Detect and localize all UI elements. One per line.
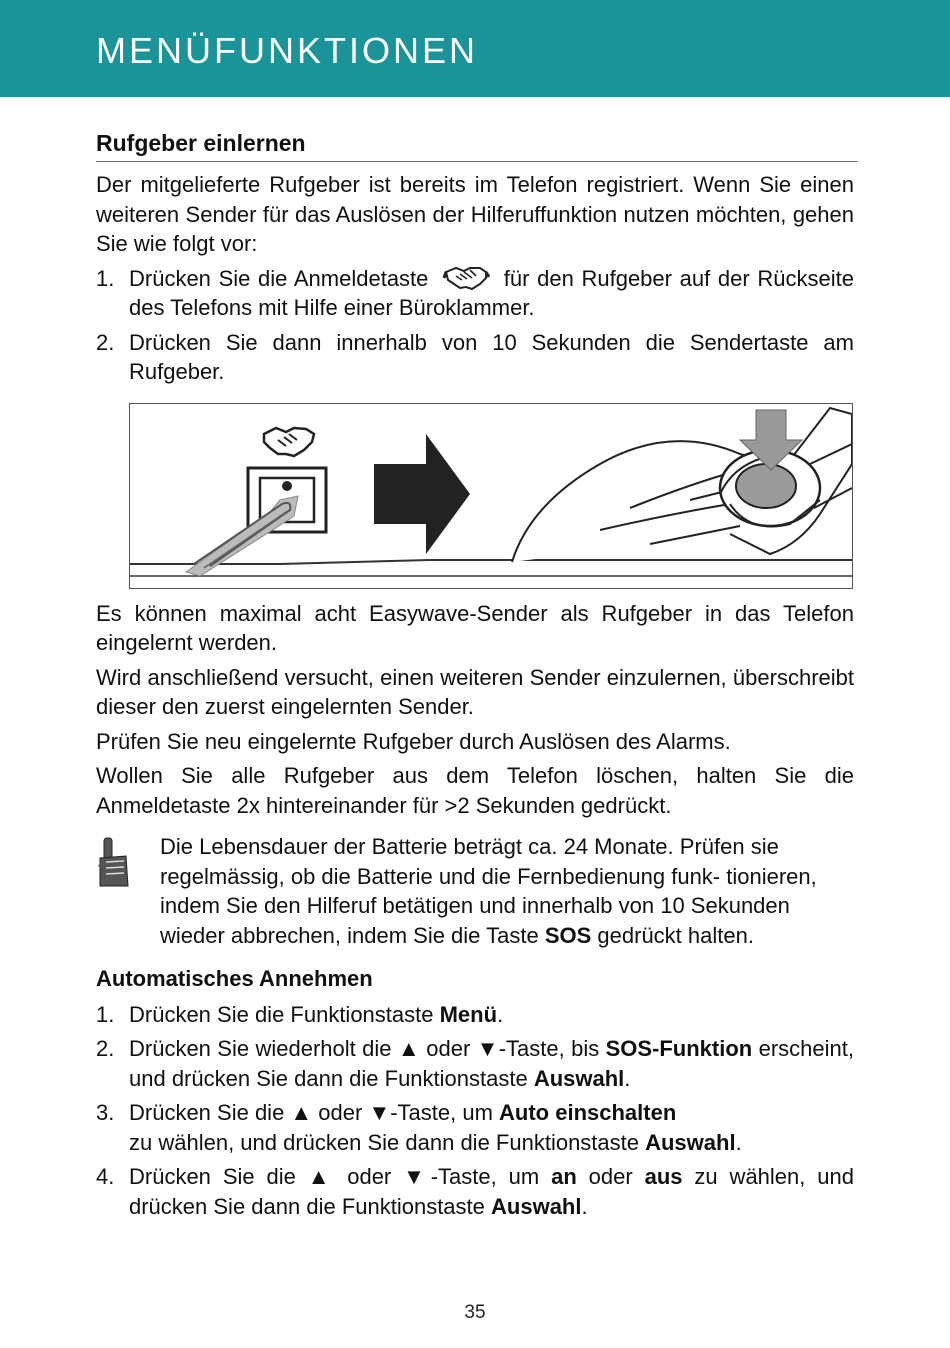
handshake-icon — [264, 428, 314, 456]
step-number: 2. — [96, 329, 115, 355]
step-text — [129, 1000, 854, 1030]
auto-step-3 — [96, 1098, 854, 1157]
step-number: 2. — [96, 1036, 115, 1061]
phone-edge-line — [130, 560, 852, 564]
step-text-part: Drücken Sie die Anmeldetaste — [129, 265, 429, 291]
note-sos-label: SOS — [544, 922, 592, 948]
step-text-part: zu wählen, und drücken Sie dann die Funktionstaste — [129, 1164, 854, 1219]
page-header — [0, 0, 950, 97]
hand-pressing-transmitter-illustration — [512, 408, 852, 562]
step-text: Drücken Sie dann innerhalb von 10 Sekunden die Sendertaste am Rufgeber. — [129, 329, 854, 384]
arrow-right-icon — [374, 434, 470, 554]
step-number: 1. — [96, 1001, 115, 1027]
page-content — [96, 128, 854, 1226]
section-title-auto-answer: Automatisches Annehmen — [96, 966, 373, 991]
step-text-part: . — [497, 1001, 504, 1027]
pairing-illustration — [129, 403, 853, 589]
auto-step-2 — [96, 1034, 854, 1093]
step-text — [129, 264, 854, 323]
step-text-part: zu wählen, und drücken Sie dann die Funktionstaste — [129, 1129, 646, 1155]
auto-enable-label: Auto einschalten — [499, 1100, 677, 1125]
header-title: MENÜFUNKTIONEN — [96, 30, 478, 71]
step-text-part: oder — [576, 1164, 645, 1189]
note-text-part: Die Lebensdauer der Batterie beträgt ca. 24 Monate. Prüfen sie regelmässig, ob die Batterie und die Fernbedienung funk- tionieren, indem Sie den Hilferuf betätigen und innerhalb von 10 Sekunden wieder abbrechen, indem Sie die Taste — [160, 834, 817, 948]
section-divider — [96, 161, 858, 162]
paragraph-max-senders: Es können maximal acht Easywave-Sender als Rufgeber in das Telefon eingelernt werden. — [96, 600, 854, 655]
note-text — [160, 832, 854, 950]
step-1 — [96, 264, 854, 323]
step-2 — [96, 328, 854, 387]
step-text-part: Drücken Sie die ▲ oder ▼-Taste, um — [129, 1164, 552, 1189]
step-number: 3. — [96, 1100, 115, 1125]
auto-step-1 — [96, 1000, 854, 1030]
paragraph-delete: Wollen Sie alle Rufgeber aus dem Telefon löschen, halten Sie die Anmeldetaste 2x hintereinander für >2 Sekunden gedrückt. — [96, 763, 854, 818]
paragraph-test: Prüfen Sie neu eingelernte Rufgeber durch Auslösen des Alarms. — [96, 728, 731, 754]
off-label: aus — [644, 1164, 683, 1189]
note-text-part: gedrückt halten. — [591, 922, 754, 948]
step-text-part: Drücken Sie die ▲ oder ▼-Taste, um — [129, 1100, 500, 1125]
handshake-icon — [442, 264, 490, 292]
paragraph-overwrite: Wird anschließend versucht, einen weiteren Sender einzulernen, überschreibt dieser den zuerst eingelernten Sender. — [96, 664, 854, 719]
step-number: 1. — [96, 265, 115, 291]
auto-step-4 — [96, 1162, 854, 1221]
step-text-part: . — [735, 1129, 742, 1155]
step-text — [129, 1162, 854, 1221]
on-label: an — [551, 1164, 577, 1189]
battery-note — [96, 832, 854, 950]
section-title-rufgeber: Rufgeber einlernen — [96, 130, 306, 156]
step-number: 4. — [96, 1164, 115, 1189]
step-text-part: Drücken Sie wiederholt die ▲ oder ▼-Taste, bis — [129, 1036, 606, 1061]
step-text — [129, 1034, 854, 1093]
pointing-hand-icon — [96, 832, 160, 950]
step-text-part: für den Rufgeber auf der Rückseite des Telefons mit Hilfe einer Büroklammer. — [129, 265, 854, 320]
page-number: 35 — [464, 1302, 486, 1323]
step-text-part: Drücken Sie die Funktionstaste — [129, 1001, 440, 1027]
sos-function-label: SOS-Funktion — [605, 1036, 753, 1061]
step-text — [129, 1098, 854, 1157]
select-key-label: Auswahl — [491, 1193, 582, 1219]
intro-paragraph: Der mitgelieferte Rufgeber ist bereits im Telefon registriert. Wenn Sie einen weiteren Sender für das Auslösen der Hilferuffunktion nutzen möchten, gehen Sie wie folgt vor: — [96, 172, 854, 256]
select-key-label: Auswahl — [533, 1065, 625, 1091]
select-key-label: Auswahl — [645, 1129, 736, 1155]
menu-key-label: Menü — [439, 1001, 498, 1027]
step-text-part: erscheint, und drücken Sie dann die Funktionstaste — [129, 1036, 854, 1091]
step-text-part: . — [624, 1065, 631, 1091]
step-text-part: . — [581, 1193, 588, 1219]
